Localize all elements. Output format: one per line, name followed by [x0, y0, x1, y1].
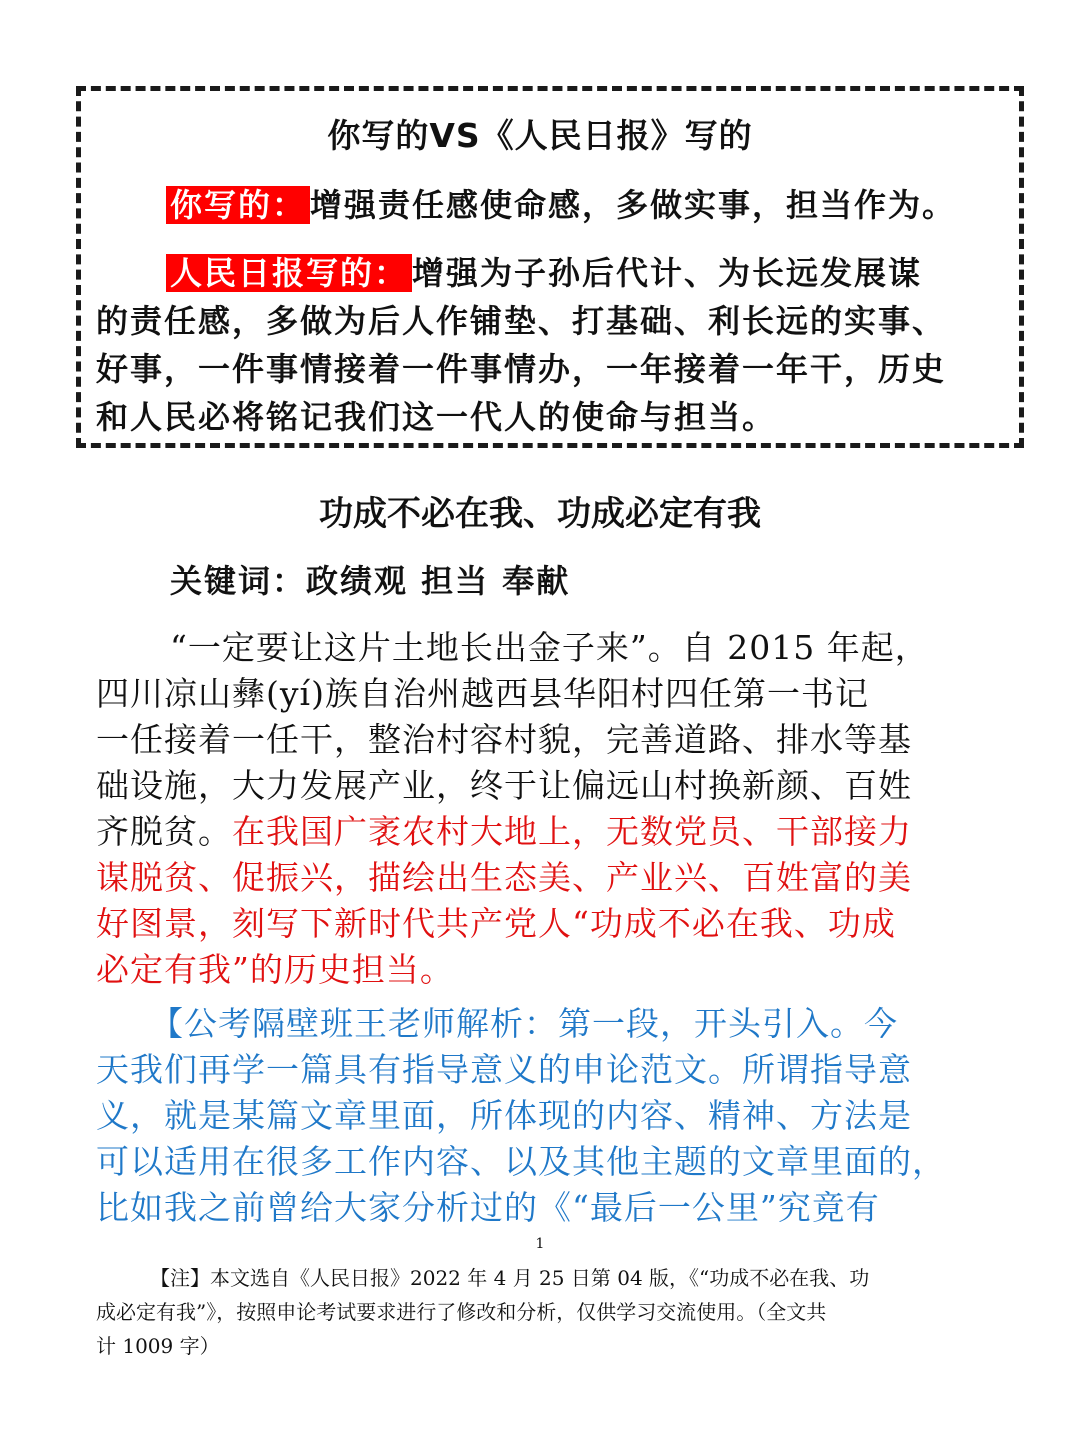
analysis-line-5: 比如我之前曾给大家分析过的《“最后一公里”究竟有 [96, 1188, 880, 1227]
para1-red-3: 好图景，刻写下新时代共产党人“功成不必在我、功成 [96, 904, 896, 943]
para1-line-1: “一定要让这片土地长出金子来”。自 2015 年起， [170, 628, 929, 667]
renmin-text-4: 和人民必将铭记我们这一代人的使命与担当。 [96, 398, 777, 436]
renmin-text-1: 增强为子孙后代计、为长远发展谋 [412, 254, 923, 292]
note-line-3: 计 1009 字） [96, 1334, 220, 1358]
note-line-1: 【注】本文选自《人民日报》2022 年 4 月 25 日第 04 版，《“功成不必在我、功 [150, 1266, 870, 1290]
renmin-text-2: 的责任感，多做为后人作铺垫、打基础、利长远的实事、 [96, 302, 947, 340]
keywords: 关键词：政绩观 担当 奉献 [170, 562, 571, 600]
para1-red-2: 谋脱贫、促振兴，描绘出生态美、产业兴、百姓富的美 [96, 858, 912, 897]
yours-label: 你写的： [166, 186, 310, 224]
para1-line-5 [96, 810, 912, 854]
analysis-line-1: 【公考隔壁班王老师解析：第一段，开头引入。今 [150, 1004, 898, 1043]
analysis-line-3: 义，就是某篇文章里面，所体现的内容、精神、方法是 [96, 1096, 912, 1135]
para1-line-2: 四川凉山彝(yí)族自治州越西县华阳村四任第一书记 [96, 674, 869, 713]
comparison-title: 你写的VS《人民日报》写的 [327, 116, 753, 155]
para1-red-4: 必定有我”的历史担当。 [96, 950, 454, 989]
renmin-line-1 [166, 248, 922, 294]
yours-text: 增强责任感使命感，多做实事，担当作为。 [310, 186, 957, 224]
page-number: 1 [535, 1236, 545, 1252]
note-line-2: 成必定有我”》，按照申论考试要求进行了修改和分析，仅供学习交流使用。（全文共 [96, 1300, 827, 1324]
para1-line-3: 一任接着一任干，整治村容村貌，完善道路、排水等基 [96, 720, 912, 759]
analysis-line-2: 天我们再学一篇具有指导意义的申论范文。所谓指导意 [96, 1050, 912, 1089]
para1-red-1: 在我国广袤农村大地上，无数党员、干部接力 [232, 812, 912, 851]
renmin-label: 人民日报写的： [166, 254, 412, 292]
analysis-line-4: 可以适用在很多工作内容、以及其他主题的文章里面的， [96, 1142, 946, 1181]
para1-black-end: 齐脱贫。 [96, 812, 232, 851]
para1-line-4: 础设施，大力发展产业，终于让偏远山村换新颜、百姓 [96, 766, 912, 805]
article-title: 功成不必在我、功成必定有我 [319, 494, 761, 534]
yours-line [166, 180, 956, 226]
renmin-text-3: 好事，一件事情接着一件事情办，一年接着一年干，历史 [96, 350, 947, 388]
